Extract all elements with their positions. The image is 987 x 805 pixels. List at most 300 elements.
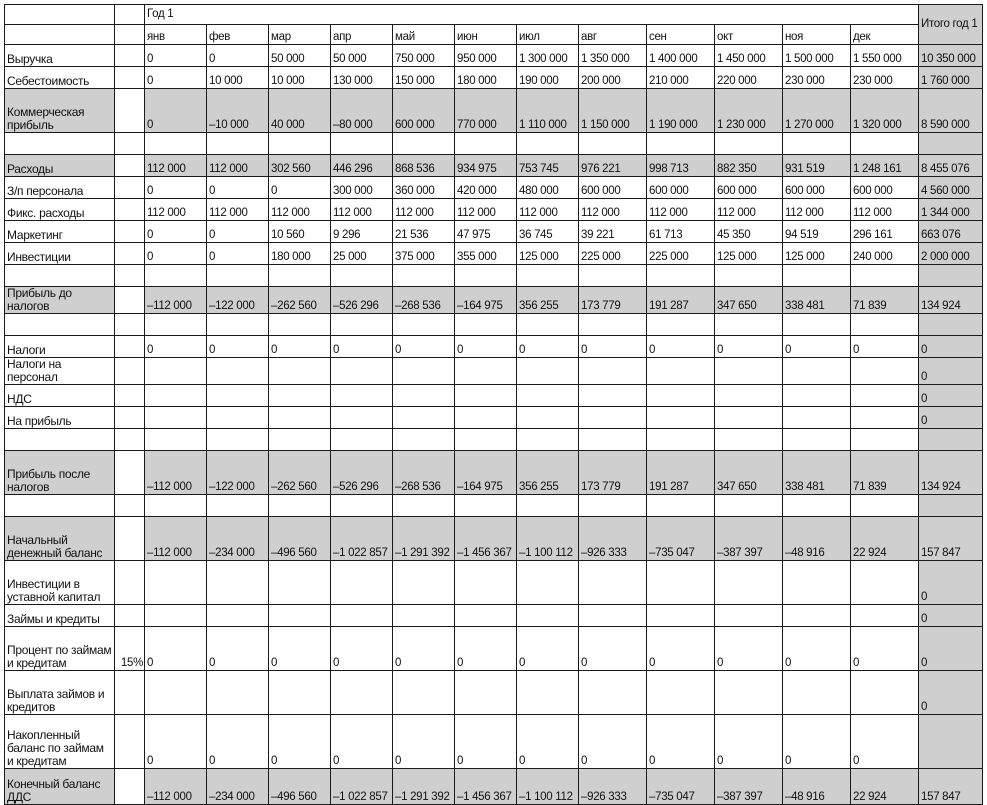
- value-cell: 45 350: [715, 221, 783, 243]
- value-cell: [715, 314, 783, 336]
- value-cell: [579, 429, 647, 451]
- value-cell: 9 296: [331, 221, 393, 243]
- value-cell: 0: [647, 627, 715, 671]
- value-cell: 0: [455, 627, 517, 671]
- value-cell: 0: [579, 715, 647, 769]
- total-cell: 1 344 000: [919, 199, 983, 221]
- value-cell: [393, 407, 455, 429]
- value-cell: [715, 671, 783, 715]
- table-row: [5, 605, 983, 627]
- value-cell: –122 000: [207, 287, 269, 314]
- rate-cell: [115, 177, 145, 199]
- value-cell: 0: [207, 243, 269, 265]
- value-cell: 225 000: [647, 243, 715, 265]
- value-cell: [331, 265, 393, 287]
- table-row: [5, 495, 983, 517]
- row-label: Расходы: [5, 155, 115, 177]
- value-cell: 22 924: [851, 769, 919, 805]
- value-cell: 50 000: [269, 45, 331, 67]
- value-cell: 1 400 000: [647, 45, 715, 67]
- value-cell: 347 650: [715, 451, 783, 495]
- total-cell: [919, 715, 983, 769]
- rate-cell: [115, 429, 145, 451]
- value-cell: [851, 133, 919, 155]
- value-cell: [207, 561, 269, 605]
- value-cell: 600 000: [393, 89, 455, 133]
- table-row: [5, 155, 983, 177]
- value-cell: [851, 605, 919, 627]
- value-cell: 347 650: [715, 287, 783, 314]
- value-cell: 0: [207, 45, 269, 67]
- value-cell: 600 000: [783, 177, 851, 199]
- value-cell: [647, 605, 715, 627]
- value-cell: 10 000: [269, 67, 331, 89]
- value-cell: 0: [851, 336, 919, 358]
- value-cell: [647, 561, 715, 605]
- value-cell: [851, 407, 919, 429]
- rate-cell: [115, 495, 145, 517]
- value-cell: [783, 561, 851, 605]
- total-cell: 8 590 000: [919, 89, 983, 133]
- value-cell: [851, 561, 919, 605]
- value-cell: 0: [851, 715, 919, 769]
- value-cell: –164 975: [455, 287, 517, 314]
- value-cell: 180 000: [269, 243, 331, 265]
- value-cell: [269, 385, 331, 407]
- table-row: [5, 177, 983, 199]
- value-cell: 10 000: [207, 67, 269, 89]
- value-cell: 0: [145, 89, 207, 133]
- value-cell: [455, 407, 517, 429]
- corner-cell: [5, 5, 115, 25]
- value-cell: 0: [715, 336, 783, 358]
- value-cell: 0: [517, 336, 579, 358]
- value-cell: 25 000: [331, 243, 393, 265]
- value-cell: [579, 385, 647, 407]
- value-cell: 0: [393, 627, 455, 671]
- value-cell: [207, 605, 269, 627]
- value-cell: 770 000: [455, 89, 517, 133]
- total-cell: 0: [919, 605, 983, 627]
- value-cell: –1 022 857: [331, 769, 393, 805]
- row-label: Выручка: [5, 45, 115, 67]
- value-cell: 0: [145, 715, 207, 769]
- row-label: Инвестиции в уставной капитал: [5, 561, 115, 605]
- value-cell: 36 745: [517, 221, 579, 243]
- corner-pct-cell: [115, 25, 145, 45]
- value-cell: 22 924: [851, 517, 919, 561]
- value-cell: [851, 495, 919, 517]
- value-cell: [715, 561, 783, 605]
- value-cell: [331, 561, 393, 605]
- table-row: [5, 385, 983, 407]
- value-cell: 1 230 000: [715, 89, 783, 133]
- table-row: [5, 627, 983, 671]
- value-cell: 360 000: [393, 177, 455, 199]
- rate-cell: 15%: [115, 627, 145, 671]
- value-cell: 112 000: [783, 199, 851, 221]
- total-cell: 0: [919, 627, 983, 671]
- rate-cell: [115, 155, 145, 177]
- value-cell: [579, 561, 647, 605]
- row-label: Инвестиции: [5, 243, 115, 265]
- value-cell: [331, 429, 393, 451]
- value-cell: 753 745: [517, 155, 579, 177]
- value-cell: 230 000: [783, 67, 851, 89]
- value-cell: –112 000: [145, 769, 207, 805]
- month-header: авг: [579, 25, 647, 45]
- value-cell: –526 296: [331, 287, 393, 314]
- table-row: [5, 133, 983, 155]
- row-label: Процент по займам и кредитам: [5, 627, 115, 671]
- value-cell: 0: [517, 715, 579, 769]
- value-cell: [393, 671, 455, 715]
- row-label: Маркетинг: [5, 221, 115, 243]
- value-cell: [647, 314, 715, 336]
- value-cell: –1 456 367: [455, 517, 517, 561]
- value-cell: –262 560: [269, 287, 331, 314]
- value-cell: [579, 605, 647, 627]
- value-cell: –1 291 392: [393, 769, 455, 805]
- value-cell: [269, 314, 331, 336]
- row-label: [5, 133, 115, 155]
- table-row: [5, 89, 983, 133]
- corner-cell: [5, 25, 115, 45]
- row-label: Конечный баланс ДДС: [5, 769, 115, 805]
- value-cell: [851, 314, 919, 336]
- value-cell: 112 000: [715, 199, 783, 221]
- row-label: Накопленный баланс по займам и кредитам: [5, 715, 115, 769]
- value-cell: [393, 265, 455, 287]
- value-cell: [455, 671, 517, 715]
- value-cell: 0: [145, 67, 207, 89]
- value-cell: 0: [145, 243, 207, 265]
- value-cell: [517, 133, 579, 155]
- value-cell: [579, 671, 647, 715]
- value-cell: 375 000: [393, 243, 455, 265]
- value-cell: 240 000: [851, 243, 919, 265]
- value-cell: [269, 495, 331, 517]
- value-cell: [851, 385, 919, 407]
- value-cell: 130 000: [331, 67, 393, 89]
- rate-cell: [115, 133, 145, 155]
- value-cell: 1 320 000: [851, 89, 919, 133]
- value-cell: [331, 407, 393, 429]
- total-cell: 0: [919, 385, 983, 407]
- corner-pct-cell: [115, 5, 145, 25]
- value-cell: [393, 385, 455, 407]
- rate-cell: [115, 314, 145, 336]
- value-cell: [715, 605, 783, 627]
- value-cell: 180 000: [455, 67, 517, 89]
- value-cell: 50 000: [331, 45, 393, 67]
- value-cell: [269, 265, 331, 287]
- row-label: З/п персонала: [5, 177, 115, 199]
- value-cell: [783, 314, 851, 336]
- value-cell: [783, 429, 851, 451]
- value-cell: 0: [331, 336, 393, 358]
- value-cell: –387 397: [715, 769, 783, 805]
- month-header: окт: [715, 25, 783, 45]
- table-row: [5, 561, 983, 605]
- value-cell: 10 560: [269, 221, 331, 243]
- value-cell: [647, 265, 715, 287]
- value-cell: 356 255: [517, 287, 579, 314]
- value-cell: –1 456 367: [455, 769, 517, 805]
- value-cell: 1 270 000: [783, 89, 851, 133]
- total-cell: [919, 429, 983, 451]
- value-cell: 0: [455, 715, 517, 769]
- value-cell: 190 000: [517, 67, 579, 89]
- row-label: [5, 495, 115, 517]
- value-cell: [145, 671, 207, 715]
- value-cell: 934 975: [455, 155, 517, 177]
- value-cell: 1 248 161: [851, 155, 919, 177]
- value-cell: 125 000: [517, 243, 579, 265]
- rate-cell: [115, 451, 145, 495]
- value-cell: [455, 429, 517, 451]
- value-cell: 0: [331, 627, 393, 671]
- value-cell: [647, 358, 715, 385]
- value-cell: 61 713: [647, 221, 715, 243]
- value-cell: [207, 671, 269, 715]
- table-row: [5, 517, 983, 561]
- value-cell: [715, 407, 783, 429]
- total-cell: 2 000 000: [919, 243, 983, 265]
- value-cell: 338 481: [783, 451, 851, 495]
- table-row: [5, 451, 983, 495]
- value-cell: [145, 495, 207, 517]
- table-row: [5, 671, 983, 715]
- rate-cell: [115, 265, 145, 287]
- value-cell: [269, 429, 331, 451]
- value-cell: 112 000: [393, 199, 455, 221]
- value-cell: –735 047: [647, 517, 715, 561]
- value-cell: 112 000: [517, 199, 579, 221]
- total-cell: 0: [919, 336, 983, 358]
- value-cell: 0: [269, 177, 331, 199]
- value-cell: –262 560: [269, 451, 331, 495]
- row-label: Выплата займов и кредитов: [5, 671, 115, 715]
- value-cell: 0: [455, 336, 517, 358]
- value-cell: 112 000: [145, 199, 207, 221]
- table-row: [5, 287, 983, 314]
- value-cell: –48 916: [783, 517, 851, 561]
- value-cell: [517, 358, 579, 385]
- value-cell: [269, 671, 331, 715]
- value-cell: [647, 385, 715, 407]
- value-cell: [269, 358, 331, 385]
- value-cell: [517, 605, 579, 627]
- value-cell: 71 839: [851, 287, 919, 314]
- value-cell: –112 000: [145, 451, 207, 495]
- value-cell: 40 000: [269, 89, 331, 133]
- value-cell: [331, 314, 393, 336]
- total-cell: 134 924: [919, 287, 983, 314]
- value-cell: [455, 133, 517, 155]
- rate-cell: [115, 671, 145, 715]
- value-cell: [269, 561, 331, 605]
- value-cell: [393, 314, 455, 336]
- row-label: Прибыль до налогов: [5, 287, 115, 314]
- table-row: [5, 314, 983, 336]
- row-label: Прибыль после налогов: [5, 451, 115, 495]
- row-label: Начальный денежный баланс: [5, 517, 115, 561]
- year-label: Год 1: [145, 5, 919, 25]
- total-cell: 10 350 000: [919, 45, 983, 67]
- value-cell: [455, 495, 517, 517]
- value-cell: –926 333: [579, 769, 647, 805]
- value-cell: [145, 133, 207, 155]
- table-row: [5, 199, 983, 221]
- value-cell: –80 000: [331, 89, 393, 133]
- value-cell: 47 975: [455, 221, 517, 243]
- value-cell: 0: [269, 715, 331, 769]
- value-cell: 0: [207, 627, 269, 671]
- row-label: Налоги: [5, 336, 115, 358]
- total-cell: 157 847: [919, 769, 983, 805]
- value-cell: 356 255: [517, 451, 579, 495]
- row-label: Налоги на персонал: [5, 358, 115, 385]
- value-cell: [579, 495, 647, 517]
- value-cell: [647, 407, 715, 429]
- value-cell: [207, 407, 269, 429]
- value-cell: [393, 605, 455, 627]
- value-cell: [145, 429, 207, 451]
- value-cell: 0: [579, 336, 647, 358]
- value-cell: [715, 265, 783, 287]
- value-cell: 1 350 000: [579, 45, 647, 67]
- rate-cell: [115, 67, 145, 89]
- cash-flow-table: [4, 4, 983, 805]
- row-label: Займы и кредиты: [5, 605, 115, 627]
- value-cell: [647, 495, 715, 517]
- value-cell: 0: [207, 336, 269, 358]
- value-cell: –234 000: [207, 517, 269, 561]
- value-cell: [455, 314, 517, 336]
- value-cell: 0: [783, 336, 851, 358]
- value-cell: 71 839: [851, 451, 919, 495]
- value-cell: [455, 605, 517, 627]
- value-cell: [331, 385, 393, 407]
- value-cell: 750 000: [393, 45, 455, 67]
- value-cell: 420 000: [455, 177, 517, 199]
- value-cell: 0: [851, 627, 919, 671]
- value-cell: –234 000: [207, 769, 269, 805]
- total-cell: 663 076: [919, 221, 983, 243]
- value-cell: [783, 671, 851, 715]
- total-cell: 1 760 000: [919, 67, 983, 89]
- value-cell: 600 000: [579, 177, 647, 199]
- value-cell: 0: [145, 627, 207, 671]
- value-cell: 94 519: [783, 221, 851, 243]
- table-row: [5, 358, 983, 385]
- value-cell: 0: [269, 627, 331, 671]
- year-header-row: [5, 5, 983, 25]
- value-cell: 0: [145, 177, 207, 199]
- value-cell: [331, 358, 393, 385]
- value-cell: 882 350: [715, 155, 783, 177]
- value-cell: 0: [393, 715, 455, 769]
- row-label: Себестоимость: [5, 67, 115, 89]
- value-cell: [393, 358, 455, 385]
- value-cell: –268 536: [393, 287, 455, 314]
- value-cell: [579, 358, 647, 385]
- value-cell: [207, 133, 269, 155]
- value-cell: 1 450 000: [715, 45, 783, 67]
- value-cell: –735 047: [647, 769, 715, 805]
- value-cell: [715, 495, 783, 517]
- value-cell: [145, 265, 207, 287]
- value-cell: [207, 385, 269, 407]
- value-cell: [207, 265, 269, 287]
- value-cell: 112 000: [207, 199, 269, 221]
- month-header: сен: [647, 25, 715, 45]
- rate-cell: [115, 199, 145, 221]
- value-cell: 21 536: [393, 221, 455, 243]
- value-cell: [517, 385, 579, 407]
- value-cell: 931 519: [783, 155, 851, 177]
- value-cell: [517, 407, 579, 429]
- value-cell: 0: [579, 627, 647, 671]
- value-cell: 355 000: [455, 243, 517, 265]
- rate-cell: [115, 336, 145, 358]
- value-cell: [393, 133, 455, 155]
- value-cell: –496 560: [269, 769, 331, 805]
- value-cell: [851, 429, 919, 451]
- month-header: ноя: [783, 25, 851, 45]
- value-cell: –268 536: [393, 451, 455, 495]
- total-cell: [919, 133, 983, 155]
- value-cell: 446 296: [331, 155, 393, 177]
- value-cell: [269, 605, 331, 627]
- rate-cell: [115, 715, 145, 769]
- value-cell: 998 713: [647, 155, 715, 177]
- rate-cell: [115, 358, 145, 385]
- value-cell: 125 000: [783, 243, 851, 265]
- value-cell: 976 221: [579, 155, 647, 177]
- value-cell: –1 100 112: [517, 517, 579, 561]
- value-cell: [783, 605, 851, 627]
- table-row: [5, 429, 983, 451]
- value-cell: –526 296: [331, 451, 393, 495]
- value-cell: 1 150 000: [579, 89, 647, 133]
- value-cell: [517, 561, 579, 605]
- value-cell: [145, 605, 207, 627]
- value-cell: 125 000: [715, 243, 783, 265]
- value-cell: [145, 407, 207, 429]
- total-cell: 0: [919, 358, 983, 385]
- value-cell: 210 000: [647, 67, 715, 89]
- table-row: [5, 243, 983, 265]
- value-cell: –496 560: [269, 517, 331, 561]
- value-cell: [269, 133, 331, 155]
- month-header: июл: [517, 25, 579, 45]
- rate-cell: [115, 605, 145, 627]
- value-cell: 112 000: [455, 199, 517, 221]
- value-cell: 39 221: [579, 221, 647, 243]
- table-row: [5, 45, 983, 67]
- value-cell: 0: [207, 221, 269, 243]
- total-cell: 157 847: [919, 517, 983, 561]
- total-cell: 0: [919, 671, 983, 715]
- value-cell: 112 000: [579, 199, 647, 221]
- table-row: [5, 221, 983, 243]
- value-cell: 200 000: [579, 67, 647, 89]
- value-cell: [715, 385, 783, 407]
- value-cell: [783, 495, 851, 517]
- value-cell: [647, 429, 715, 451]
